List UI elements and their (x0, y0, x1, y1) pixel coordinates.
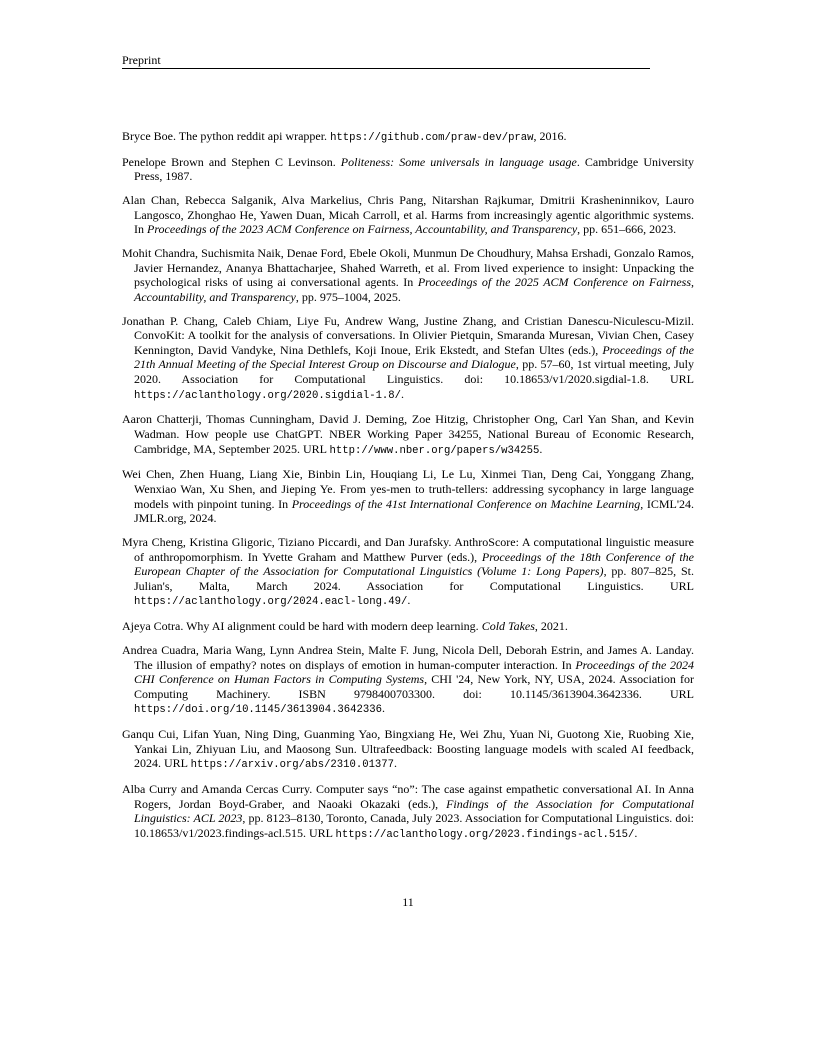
reference-entry (122, 314, 694, 404)
reference-text: , ICML'24. JMLR.org, 2024. (134, 496, 694, 526)
reference-text: Aaron Chatterji, Thomas Cunningham, David J. Deming, Zoe Hitzig, Christopher Ong, Carl Yan Shan, and Kevin Wadman. How people use ChatGPT. NBER Working Paper 34255, National Bureau of Economic Research, Cambridge, MA, September 2025. URL (122, 412, 694, 456)
reference-url: http://www.nber.org/papers/w34255 (329, 444, 540, 457)
reference-text: . (394, 756, 397, 771)
reference-entry (122, 129, 694, 146)
reference-text: Alan Chan, Rebecca Salganik, Alva Markelius, Chris Pang, Nitarshan Rajkumar, Dmitrii Krasheninnikov, Lauro Langosco, Zhonghao He, Yawen Duan, Micah Carroll, et al. Harms from increasingly agentic algorithmic systems. In (122, 193, 694, 237)
reference-text: Ganqu Cui, Lifan Yuan, Ning Ding, Guanming Yao, Bingxiang He, Wei Zhu, Yuan Ni, Guotong Xie, Ruobing Xie, Yankai Lin, Zhiyuan Liu, and Maosong Sun. Ultrafeedback: Boosting language models with scaled AI feedback, 2024. URL (122, 727, 694, 771)
reference-text: . Cambridge University Press, 1987. (134, 154, 694, 184)
reference-text: , pp. 807–825, St. Julian's, Malta, March 2024. Association for Computational Linguistics. URL (134, 564, 694, 593)
reference-entry (122, 535, 694, 610)
reference-text: . (407, 593, 411, 608)
reference-text: Myra Cheng, Kristina Gligoric, Tiziano Piccardi, and Dan Jurafsky. AnthroScore: A computational linguistic measure of anthropomorphism. In Yvette Graham and Matthew Purver (eds.), (122, 534, 694, 564)
reference-venue: Proceedings of the 21th Annual Meeting of the Special Interest Group on Discourse and Dialogue (134, 342, 694, 372)
reference-text: Jonathan P. Chang, Caleb Chiam, Liye Fu, Andrew Wang, Justine Zhang, and Cristian Danescu-Niculescu-Mizil. ConvoKit: A toolkit for the analysis of conversations. In Olivier Pietquin, Smaranda Muresan, Vivian Chen, Casey Kennington, David Vandyke, Nina Dethlefs, Koji Inoue, Erik Ekstedt, and Stefan Ultes (eds.), (122, 313, 694, 357)
reference-text: , 2021. (534, 619, 568, 634)
reference-entry (122, 619, 694, 634)
reference-entry (122, 727, 694, 773)
reference-text: , 2016. (533, 129, 567, 143)
reference-text: . (539, 441, 543, 456)
reference-text: Andrea Cuadra, Maria Wang, Lynn Andrea Stein, Malte F. Jung, Nicola Dell, Deborah Estrin, and James A. Landay. The illusion of empathy? notes on displays of emotion in human-computer interaction. In (122, 642, 694, 672)
reference-entry (122, 246, 694, 304)
reference-text: Alba Curry and Amanda Cercas Curry. Computer says “no”: The case against empathetic conversational AI. In Anna Rogers, Jordan Boyd-Graber, and Naoaki Okazaki (eds.), (122, 782, 694, 811)
reference-url: https://aclanthology.org/2024.eacl-long.49/ (134, 596, 408, 609)
reference-text: . (634, 825, 638, 840)
reference-entry (122, 643, 694, 718)
reference-text: . (401, 386, 405, 401)
reference-text: , CHI '24, New York, NY, USA, 2024. Association for Computing Machinery. ISBN 9798400703300. doi: 10.1145/3613904.3642336. URL (134, 672, 694, 701)
reference-venue: Proceedings of the 41st International Conference on Machine Learning (291, 496, 641, 511)
reference-venue: Proceedings of the 2023 ACM Conference on Fairness, Accountability, and Transparency (147, 222, 578, 237)
reference-venue: Proceedings of the 18th Conference of the European Chapter of the Association for Computational Linguistics (Volume 1: Long Papers) (134, 549, 694, 579)
reference-venue: Cold Takes (481, 619, 535, 634)
reference-venue: Findings of the Association for Computational Linguistics: ACL 2023 (134, 796, 695, 826)
reference-text: , pp. 8123–8130, Toronto, Canada, July 2023. Association for Computational Linguistics. doi: 10.18653/v1/2023.findings-acl.515. URL (134, 811, 694, 840)
reference-url: https://doi.org/10.1145/3613904.3642336 (134, 704, 382, 717)
reference-url: https://arxiv.org/abs/2310.01377 (190, 759, 394, 772)
reference-venue: Politeness: Some universals in language usage (340, 154, 577, 169)
reference-venue: Proceedings of the 2025 ACM Conference on Fairness, Accountability, and Transparency (134, 275, 694, 304)
reference-url: https://aclanthology.org/2023.findings-acl.515/ (335, 828, 635, 841)
reference-entry (122, 155, 694, 184)
reference-text: Ajeya Cotra. Why AI alignment could be hard with modern deep learning. (122, 619, 482, 634)
reference-entry (122, 193, 694, 237)
reference-entry (122, 412, 694, 458)
reference-url: https://github.com/praw-dev/praw (330, 132, 534, 144)
reference-text: , pp. 975–1004, 2025. (295, 289, 401, 304)
running-header: Preprint (122, 53, 650, 69)
reference-list (122, 129, 694, 852)
reference-entry (122, 467, 694, 525)
reference-entry (122, 782, 694, 842)
reference-url: https://aclanthology.org/2020.sigdial-1.8/ (134, 389, 402, 402)
reference-venue: Proceedings of the 2024 CHI Conference on Human Factors in Computing Systems (134, 657, 695, 687)
reference-text: . (381, 701, 385, 716)
reference-text: Penelope Brown and Stephen C Levinson. (122, 154, 341, 169)
reference-text: , pp. 57–60, 1st virtual meeting, July 2020. Association for Computational Linguistics. doi: 10.18653/v1/2020.sigdial-1.8. URL (134, 357, 694, 387)
reference-text: Bryce Boe. The python reddit api wrapper. (122, 129, 331, 143)
reference-text: Wei Chen, Zhen Huang, Liang Xie, Binbin Lin, Houqiang Li, Le Lu, Xinmei Tian, Deng Cai, Yonggang Zhang, Wenxiao Wan, Xu Shen, and Jieping Ye. From yes-men to truth-tellers: addressing sycophancy in large language models with pinpoint tuning. In (122, 467, 694, 511)
reference-text: , pp. 651–666, 2023. (577, 222, 677, 237)
reference-text: Mohit Chandra, Suchismita Naik, Denae Ford, Ebele Okoli, Munmun De Choudhury, Mahsa Ershadi, Gonzalo Ramos, Javier Hernandez, Ananya Bhattacharjee, Shahed Warreth, et al. From lived experience to insight: Unpacking the psychological risks of using ai conversational agents. In (122, 246, 694, 290)
page-number: 11 (402, 895, 414, 909)
